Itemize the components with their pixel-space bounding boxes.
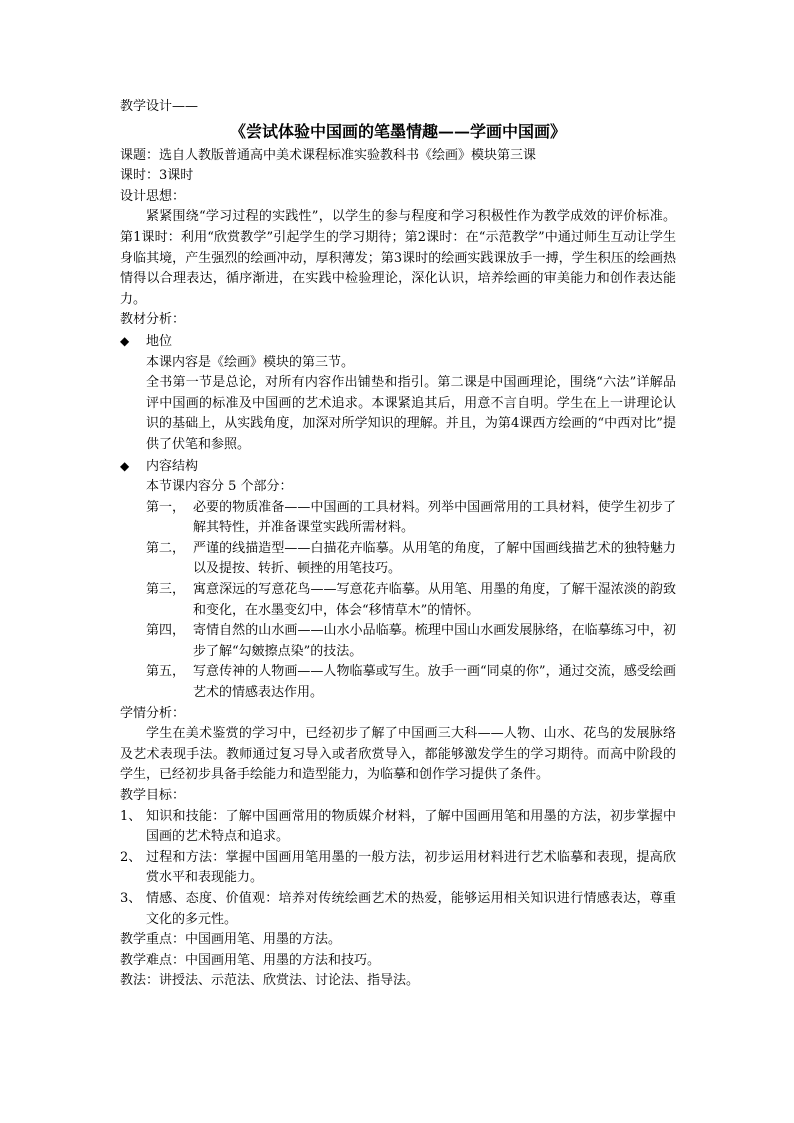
structure-intro: 本节课内容分 5 个部分： [146, 479, 293, 495]
part-text: 寓意深远的写意花鸟——写意花卉临摹。从用笔、用墨的角度，了解干湿浓淡的韵致和变化，在水墨变幻中，体会“移情草木”的情怀。 [193, 582, 676, 618]
position-label: 地位 [146, 333, 173, 349]
students-heading: 学情分析： [120, 705, 186, 721]
goal-number: 1、 [120, 808, 142, 824]
part-label: 第一， [146, 499, 186, 515]
doc-label: 教学设计—— [120, 99, 199, 114]
hours-line: 课时：3课时 [120, 168, 194, 184]
part-text: 严谨的线描造型——白描花卉临摹。从用笔的角度，了解中国画线描艺术的独特魅力以及提按、转折、顿挫的用笔技巧。 [193, 540, 676, 577]
document-page [120, 97, 676, 992]
diamond-bullet-icon: ◆ [120, 458, 130, 473]
teaching-focus: 教学重点：中国画用笔、用墨的方法。 [120, 932, 342, 948]
structure-bullet [120, 456, 676, 478]
goal-item [120, 889, 676, 930]
position-bullet [120, 331, 676, 353]
structure-part [120, 580, 676, 621]
design-heading: 设计思想： [120, 188, 186, 204]
part-label: 第三， [146, 582, 186, 598]
goal-item [120, 848, 676, 889]
goal-number: 2、 [120, 849, 142, 865]
goal-text: 过程和方法：掌握中国画用笔用墨的一般方法，初步运用材料进行艺术临摹和表现，提高欣赏水平和表现能力。 [146, 849, 676, 886]
part-text: 写意传神的人物画——人物临摹或写生。放手一画“同桌的你”，通过交流，感受绘画艺术的情感表达作用。 [193, 664, 676, 701]
structure-part [120, 539, 676, 580]
students-paragraph: 学生在美术鉴赏的学习中，已经初步了解了中国画三大科——人物、山水、花鸟的发展脉络及艺术表现手法。教师通过复习导入或者欣赏导入，都能够激发学生的学习期待。而高中阶段的学生，已经初步具备手绘能力和造型能力，为临摹和创作学习提供了条件。 [120, 726, 676, 783]
doc-title: 《尝试体验中国画的笔墨情趣——学画中国画》 [229, 121, 566, 141]
teaching-methods: 教法：讲授法、示范法、欣赏法、讨论法、指导法。 [120, 973, 420, 989]
goal-number: 3、 [120, 890, 142, 906]
structure-part [120, 662, 676, 703]
structure-part [120, 621, 676, 662]
goals-heading: 教学目标： [120, 788, 186, 803]
topic-line: 课题：选自人教版普通高中美术课程标准实验教科书《绘画》模块第三课 [120, 147, 537, 163]
goal-text: 知识和技能：了解中国画常用的物质媒介材料，了解中国画用笔和用墨的方法，初步掌握中国画的艺术特点和追求。 [146, 808, 676, 845]
position-paragraph-2: 全书第一节是总论，对所有内容作出铺垫和指引。第二课是中国画理论，围绕“六法”详解品评中国画的标准及中国画的艺术追求。本课紧追其后，用意不言自明。学生在上一讲理论认识的基础上，从实践角度，加深对所学知识的理解。并且，为第4课西方绘画的“中西对比”提供了伏笔和参照。 [146, 375, 676, 452]
diamond-bullet-icon: ◆ [120, 333, 130, 348]
part-label: 第二， [146, 540, 186, 556]
teaching-difficulty: 教学难点：中国画用笔、用墨的方法和技巧。 [120, 952, 381, 968]
goal-text: 情感、态度、价值观：培养对传统绘画艺术的热爱，能够运用相关知识进行情感表达，尊重文化的多元性。 [146, 890, 676, 927]
structure-label: 内容结构 [146, 458, 199, 474]
material-heading: 教材分析： [120, 312, 186, 328]
part-label: 第五， [146, 664, 186, 680]
design-paragraph: 紧紧围绕“学习过程的实践性”，以学生的参与程度和学习积极性作为教学成效的评价标准。第1课时：利用“欣赏教学”引起学生的学习期待；第2课时：在“示范教学”中通过师生互动让学生身临其境，产生强烈的绘画冲动，厚积薄发；第3课时的绘画实践课放手一搏，学生积压的绘画热情得以合理表达，循序渐进，在实践中检验理论，深化认识，培养绘画的审美能力和创作表达能力。 [120, 209, 676, 307]
part-label: 第四， [146, 623, 186, 639]
part-text: 必要的物质准备——中国画的工具材料。列举中国画常用的工具材料，使学生初步了解其特性，并准备课堂实践所需材料。 [193, 499, 676, 536]
position-paragraph-1: 本课内容是《绘画》模块的第三节。 [146, 354, 355, 370]
part-text: 寄情自然的山水画——山水小品临摹。梳理中国山水画发展脉络，在临摹练习中，初步了解“勾皴擦点染”的技法。 [193, 623, 676, 659]
structure-part [120, 498, 676, 539]
goal-item [120, 807, 676, 848]
